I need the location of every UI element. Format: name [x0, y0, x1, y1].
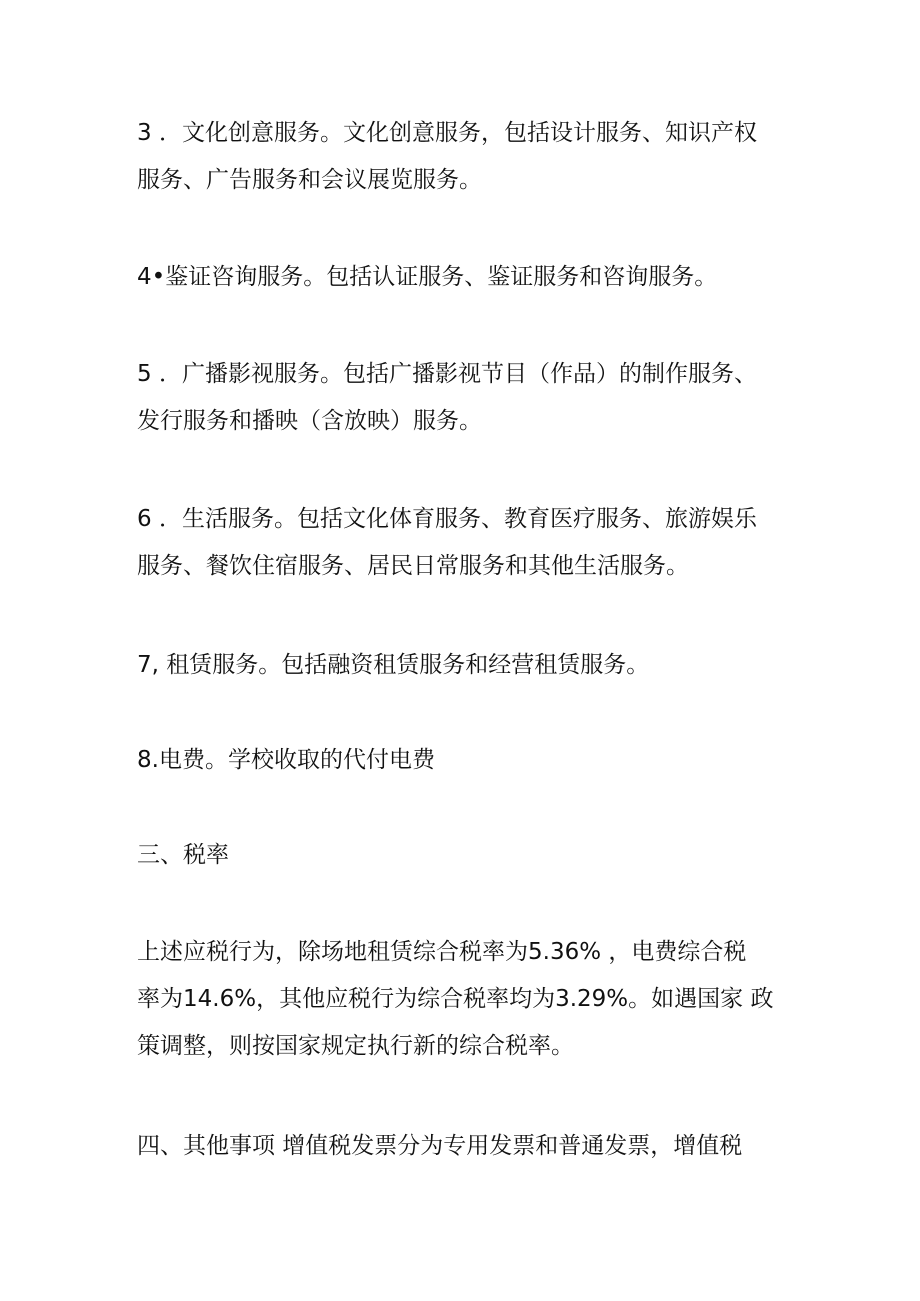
text-line: 服务、餐饮住宿服务、居民日常服务和其他生活服务。	[137, 553, 689, 579]
text-line: 5 ．广播影视服务。包括广播影视节目（作品）的制作服务、	[137, 361, 757, 387]
paragraph-other-matters	[137, 1123, 797, 1170]
text-line: 7, 租赁服务。包括融资租赁服务和经营租赁服务。	[137, 652, 650, 678]
text-line: 8.电费。学校收取的代付电费	[137, 747, 435, 773]
text-line: 服务、广告服务和会议展览服务。	[137, 167, 482, 193]
paragraph-assurance-consulting-services	[137, 254, 797, 301]
paragraph-cultural-creative-services	[137, 110, 797, 204]
paragraph-broadcasting-services	[137, 351, 797, 445]
text-line: 策调整，则按国家规定执行新的综合税率。	[137, 1033, 574, 1059]
text-line: 上述应税行为，除场地租赁综合税率为5.36% ，电费综合税	[137, 939, 747, 965]
paragraph-leasing-services	[137, 642, 797, 689]
section-heading-tax-rate	[137, 832, 797, 879]
paragraph-tax-rate-details	[137, 929, 797, 1070]
text-line: 四、其他事项 增值税发票分为专用发票和普通发票，增值税	[137, 1133, 743, 1159]
text-line: 3 ．文化创意服务。文化创意服务，包括设计服务、知识产权	[137, 120, 757, 146]
text-line: 率为14.6%，其他应税行为综合税率均为3.29%。如遇国家 政	[137, 986, 774, 1012]
text-line: 三、税率	[137, 842, 229, 868]
paragraph-life-services	[137, 496, 797, 590]
text-line: 4•鉴证咨询服务。包括认证服务、鉴证服务和咨询服务。	[137, 264, 718, 290]
text-line: 6 ．生活服务。包括文化体育服务、教育医疗服务、旅游娱乐	[137, 506, 757, 532]
paragraph-electricity-fee	[137, 737, 797, 784]
text-line: 发行服务和播映（含放映）服务。	[137, 408, 482, 434]
